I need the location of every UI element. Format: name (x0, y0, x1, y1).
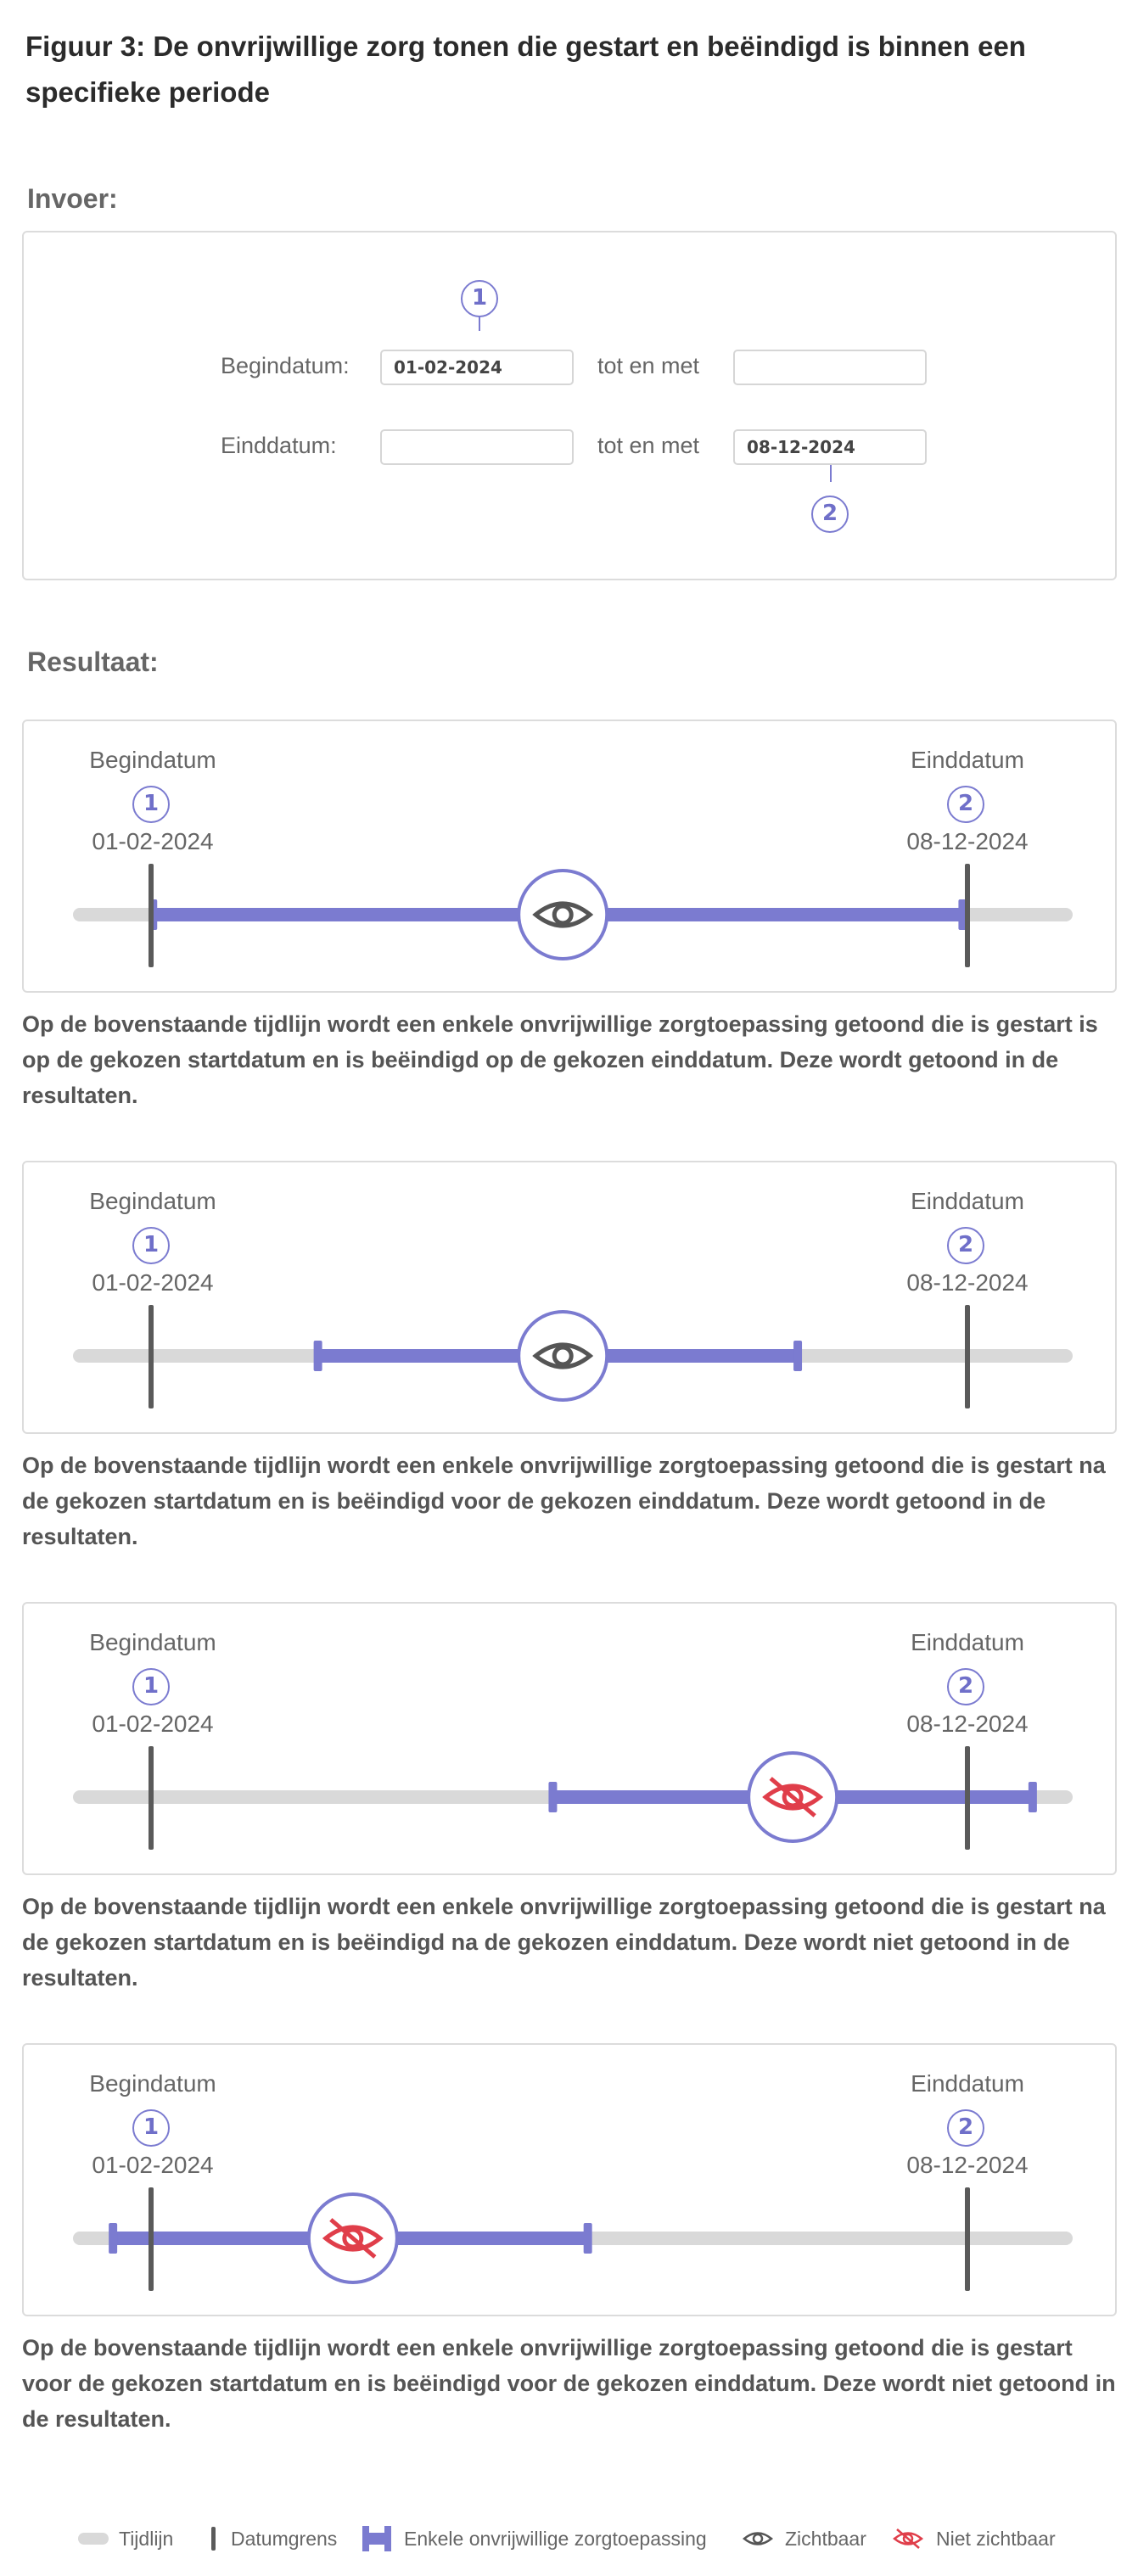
timeline-description: Op de bovenstaande tijdlijn wordt een enkele onvrijwillige zorgtoepassing getoond die is gestart na de gekozen startdatum en is beëindigd na de gekozen einddatum. Deze wordt niet getoond in de resultaten. (22, 1894, 1106, 1991)
timeline-end-badge: 2 (947, 786, 984, 823)
end-date-boundary (965, 2187, 970, 2291)
timeline-graphic (24, 1604, 1118, 1875)
legend-timeline-swatch (78, 2533, 109, 2545)
care-bar-end-cap (793, 1341, 802, 1371)
legend-care-label: Enkele onvrijwillige zorgtoepassing (404, 2528, 707, 2550)
care-bar-start-cap (548, 1782, 557, 1812)
end-date-label: Einddatum: (221, 433, 337, 458)
badge-1: 1 (461, 280, 498, 317)
timeline-graphic (24, 721, 1118, 993)
input-card (22, 231, 1117, 580)
care-bar-end-cap (1029, 1782, 1037, 1812)
timeline-start-badge: 1 (132, 786, 170, 823)
legend-timeline-label: Tijdlijn (119, 2528, 174, 2550)
timeline-end-badge: 2 (947, 1668, 984, 1705)
timeline-start-label: Begindatum (89, 747, 216, 773)
timeline-end-label: Einddatum (911, 1629, 1024, 1655)
visibility-badge (519, 871, 607, 959)
legend-boundary-swatch (211, 2527, 216, 2551)
legend-eye-off-icon (894, 2529, 922, 2548)
legend-eye-icon (744, 2534, 771, 2545)
input-section-label: Invoer: (27, 183, 118, 214)
badge-connector-1 (479, 316, 480, 331)
timeline-start-badge: 1 (132, 1668, 170, 1705)
timeline-end-label: Einddatum (911, 1188, 1024, 1214)
end-until-label: tot en met (597, 433, 700, 458)
begin-date-label: Begindatum: (221, 353, 350, 378)
timeline-graphic (24, 1162, 1118, 1434)
timeline-start-label: Begindatum (89, 1629, 216, 1655)
timeline-end-badge: 2 (947, 2109, 984, 2147)
start-date-boundary (149, 1746, 154, 1850)
start-date-boundary (149, 864, 154, 967)
timeline-start-date: 01-02-2024 (92, 1269, 214, 1296)
timeline-start-label: Begindatum (89, 1188, 216, 1214)
end-date-boundary (965, 1305, 970, 1408)
result-section-label: Resultaat: (27, 647, 159, 677)
timeline-end-badge: 2 (947, 1227, 984, 1264)
timeline-card (22, 1602, 1117, 1875)
care-bar-end-cap (584, 2223, 592, 2254)
visibility-badge (519, 1312, 607, 1400)
timeline-end-date: 08-12-2024 (906, 1269, 1029, 1296)
timeline-start-date: 01-02-2024 (92, 2152, 214, 2178)
timeline-card (22, 720, 1117, 993)
timeline-end-date: 08-12-2024 (906, 1711, 1029, 1737)
legend-visible-label: Zichtbaar (785, 2528, 866, 2550)
end-from-input[interactable] (380, 429, 574, 465)
timeline-start-date: 01-02-2024 (92, 1711, 214, 1737)
end-date-boundary (965, 864, 970, 967)
begin-until-label: tot en met (597, 353, 700, 378)
timeline-start-date: 01-02-2024 (92, 828, 214, 854)
timeline-end-date: 08-12-2024 (906, 828, 1029, 854)
timeline-graphic (24, 2045, 1118, 2316)
legend-care-swatch (362, 2526, 391, 2551)
timeline-end-label: Einddatum (911, 2070, 1024, 2097)
timeline-start-label: Begindatum (89, 2070, 216, 2097)
begin-from-input[interactable]: 01-02-2024 (380, 350, 574, 385)
legend-not-visible-label: Niet zichtbaar (936, 2528, 1056, 2550)
timeline-card (22, 1161, 1117, 1434)
timeline-end-date: 08-12-2024 (906, 2152, 1029, 2178)
care-bar-start-cap (314, 1341, 322, 1371)
legend (0, 0, 1138, 34)
timeline-start-badge: 1 (132, 2109, 170, 2147)
care-bar-start-cap (109, 2223, 117, 2254)
timeline-card (22, 2043, 1117, 2316)
legend-boundary-label: Datumgrens (231, 2528, 338, 2550)
badge-connector-2 (830, 465, 832, 482)
begin-to-input[interactable] (733, 350, 927, 385)
timeline-end-label: Einddatum (911, 747, 1024, 773)
timeline-description: Op de bovenstaande tijdlijn wordt een enkele onvrijwillige zorgtoepassing getoond die is gestart voor de gekozen startdatum en is beëindigd voor de gekozen einddatum. Deze wordt niet getoond in de resultaten. (22, 2335, 1116, 2432)
badge-2: 2 (811, 496, 849, 533)
timeline-description: Op de bovenstaande tijdlijn wordt een enkele onvrijwillige zorgtoepassing getoond die is gestart is op de gekozen startdatum en is beëindigd op de gekozen einddatum. Deze wordt getoond in de resultaten. (22, 1011, 1098, 1108)
page-title: Figuur 3: De onvrijwillige zorg tonen die gestart en beëindigd is binnen een specifieke periode (25, 31, 1026, 108)
timeline-description: Op de bovenstaande tijdlijn wordt een enkele onvrijwillige zorgtoepassing getoond die is gestart na de gekozen startdatum en is beëindigd voor de gekozen einddatum. Deze wordt getoond in de resultaten. (22, 1453, 1106, 1549)
timeline-start-badge: 1 (132, 1227, 170, 1264)
start-date-boundary (149, 2187, 154, 2291)
end-to-input[interactable]: 08-12-2024 (733, 429, 927, 465)
end-date-boundary (965, 1746, 970, 1850)
start-date-boundary (149, 1305, 154, 1408)
